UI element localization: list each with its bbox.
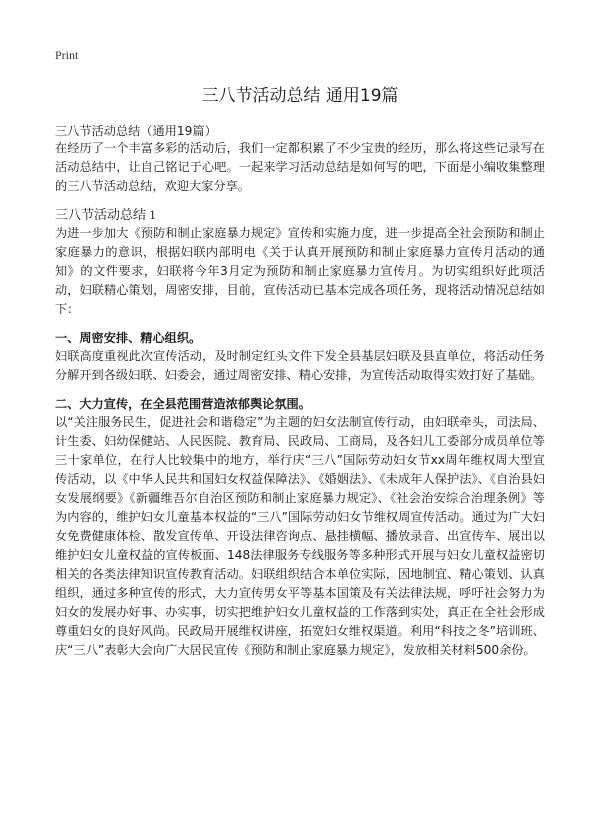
section-heading-1: 三八节活动总结 1 [55,207,156,222]
point-2-heading: 二、大力宣传，在全县范围营造浓郁舆论氛围。 [55,397,311,411]
page-title: 三八节活动总结 通用19篇 [201,86,399,106]
print-link[interactable]: Print [55,48,79,62]
point-2-paragraph: 以“关注服务民生，促进社会和谐稳定”为主题的妇女法制宣传行动，由妇联牵头，司法局、计生委、妇幼保健站、人民医院、教育局、民政局、工商局，及各妇儿工委部分成员单位等三十家单位，在行人比较集中的地方，举行庆“三八”国际劳动妇女节xx周年维权周大型宣传活动，以《中华人民共和国妇女权益保障法》、《婚姻法》、《未成年人保护法》、《自治县妇女发展纲要》《新疆维吾尔自治区预防和制止家庭暴力规定》、《社会治安综合治理条例》等为内容的，维护妇女儿童基本权益的“三八”国际劳动妇女节维权周宣传活动。通过为广大妇女免费健康体检、散发宣传单、开设法律咨询点、悬挂横幅、播放录音、出宣传车、展出以维护妇女儿童权益的宣传板面、148法律服务专线服务等多种形式开展与妇女儿童权益密切相关的各类法律知识宣传教育活动。妇联组织结合本单位实际，因地制宜、精心策划、认真组织，通过多种宣传的形式，大力宣传男女平等基本国策及有关法律法规，呼吁社会努力为妇女的发展办好事、办实事，切实把维护妇女儿童权益的工作落到实处，真正在全社会形成尊重妇女的良好风尚。民政局开展维权讲座，拓宽妇女维权渠道。利用“科技之冬”培训班、庆“三八”表彰大会向广大居民宣传《预防和制止家庭暴力规定》，发放相关材料500余份。 [55,415,545,657]
point-1-heading: 一、周密安排、精心组织。 [55,331,202,345]
point-1-paragraph: 妇联高度重视此次宣传活动，及时制定红头文件下发全县基层妇联及县直单位，将活动任务分解开到各级妇联、妇委会，通过周密安排、精心安排，为宣传活动取得实效打好了基础。 [55,349,545,382]
section-1-paragraph: 为进一步加大《预防和制止家庭暴力规定》宣传和实施力度，进一步提高全社会预防和制止家庭暴力的意识，根据妇联内部明电《关于认真开展预防和制止家庭暴力宣传月活动的通知》的文件要求，妇联将今年3月定为预防和制止家庭暴力宣传月。为切实组织好此项活动，妇联精心策划，周密安排，目前，宣传活动已基本完成各项任务，现将活动情况总结如下： [55,226,545,316]
intro-paragraph: 在经历了一个丰富多彩的活动后，我们一定都积累了不少宝贵的经历，那么将这些记录写在活动总结中，让自己铭记于心吧。一起来学习活动总结是如何写的吧，下面是小编收集整理的三八节活动总结，欢迎大家分享。 [55,141,545,193]
document-subtitle: 三八节活动总结（通用19篇） [55,124,217,138]
